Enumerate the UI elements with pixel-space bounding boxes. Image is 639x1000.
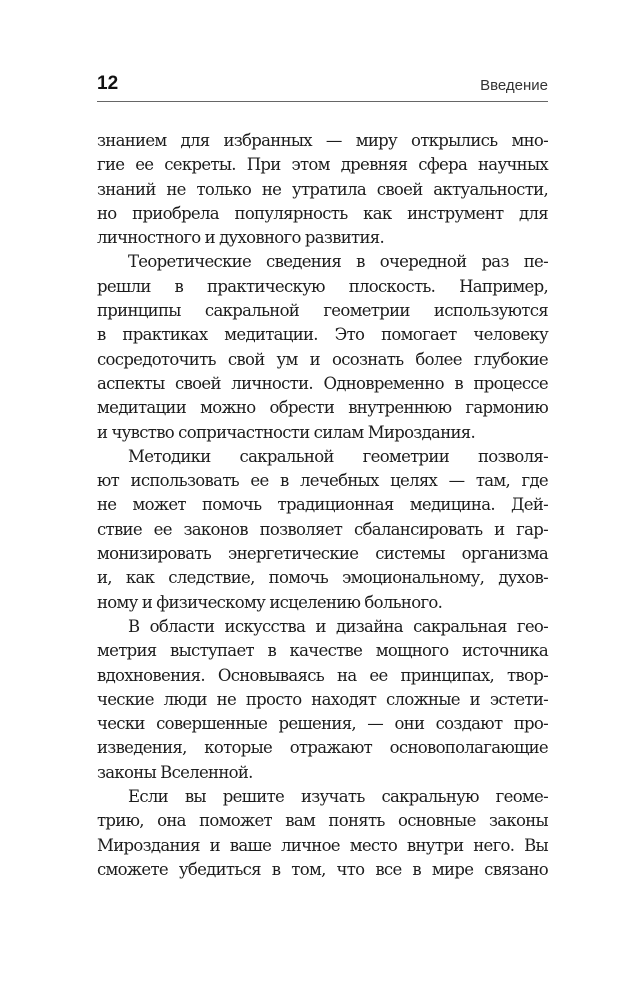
- text-line: и чувство сопричастности силам Мироздания.: [97, 422, 476, 442]
- text-line: ствие ее законов позволяет сбалансировать и гар-: [97, 519, 548, 539]
- text-line: личностного и духовного развития.: [97, 228, 385, 248]
- text-line: принципы сакральной геометрии используются: [97, 301, 548, 321]
- text-line: Методики сакральной геометрии позволя-: [128, 446, 548, 466]
- paragraph: [97, 785, 548, 882]
- text-line: не может помочь традиционная медицина. Дей-: [97, 495, 548, 515]
- text-line: Мироздания и ваше личное место внутри него. Вы: [97, 835, 548, 855]
- text-line: метрия выступает в качестве мощного источника: [97, 641, 548, 661]
- running-header: [97, 72, 548, 100]
- paragraph: [97, 250, 548, 444]
- text-line: сосредоточить свой ум и осознать более глубокие: [97, 349, 548, 369]
- text-line: но приобрела популярность как инструмент для: [97, 203, 548, 223]
- text-line: сможете убедиться в том, что все в мире связано: [97, 859, 548, 879]
- text-line: ют использовать ее в лечебных целях — там, где: [97, 471, 548, 491]
- body-text: [97, 129, 548, 882]
- section-title: Введение: [480, 77, 548, 94]
- paragraph: [97, 615, 548, 785]
- text-line: монизировать энергетические системы организма: [97, 544, 548, 564]
- paragraph: [97, 129, 548, 250]
- text-line: трию, она поможет вам понять основные законы: [97, 811, 548, 831]
- text-line: ному и физическому исцелению больного.: [97, 592, 443, 612]
- text-line: законы Вселенной.: [97, 762, 253, 782]
- text-line: вдохновения. Основываясь на ее принципах, твор-: [97, 665, 548, 685]
- text-line: Если вы решите изучать сакральную геоме-: [128, 787, 548, 807]
- text-line: Теоретические сведения в очередной раз пе-: [128, 252, 548, 272]
- text-line: решли в практическую плоскость. Например,: [97, 276, 548, 296]
- text-line: чески совершенные решения, — они создают про-: [97, 714, 548, 734]
- text-line: в практиках медитации. Это помогает человеку: [97, 325, 548, 345]
- text-line: В области искусства и дизайна сакральная гео-: [128, 616, 548, 636]
- text-line: аспекты своей личности. Одновременно в процессе: [97, 373, 548, 393]
- text-line: изведения, которые отражают основополагающие: [97, 738, 548, 758]
- paragraph: [97, 445, 548, 615]
- text-line: медитации можно обрести внутреннюю гармонию: [97, 398, 548, 418]
- text-line: знаний не только не утратила своей актуальности,: [97, 179, 548, 199]
- page-number: 12: [97, 73, 119, 94]
- text-line: знанием для избранных — миру открылись мно-: [97, 131, 548, 150]
- text-line: и, как следствие, помочь эмоциональному, духов-: [97, 568, 548, 588]
- header-rule: [97, 101, 548, 102]
- text-line: ческие люди не просто находят сложные и эстети-: [97, 689, 548, 709]
- text-line: гие ее секреты. При этом древняя сфера научных: [97, 155, 548, 175]
